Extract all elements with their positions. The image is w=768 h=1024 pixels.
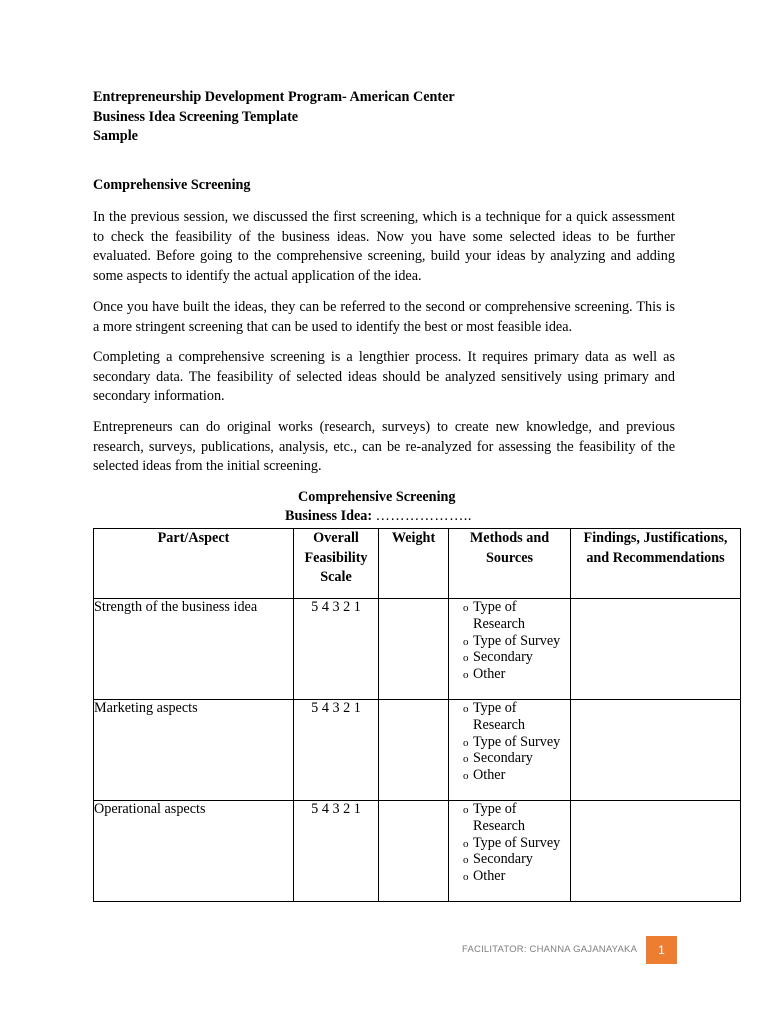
business-idea-blank: ……………….. xyxy=(375,508,472,524)
scale-cell: 5 4 3 2 1 xyxy=(294,599,379,700)
methods-cell xyxy=(449,599,571,700)
method-item: o Type of Research xyxy=(463,599,570,633)
method-item: o Secondary xyxy=(463,750,570,767)
document-header xyxy=(93,88,675,147)
method-item: o Other xyxy=(463,666,570,683)
method-item: o Type of Research xyxy=(463,801,570,835)
method-item: o Secondary xyxy=(463,851,570,868)
weight-cell xyxy=(379,599,449,700)
page-number-badge: 1 xyxy=(646,936,677,964)
method-item: o Type of Survey xyxy=(463,835,570,852)
header-methods: Methods and Sources xyxy=(449,529,571,599)
program-title: Entrepreneurship Development Program- American Center xyxy=(93,89,455,105)
methods-list xyxy=(449,599,570,683)
scale-cell: 5 4 3 2 1 xyxy=(294,801,379,902)
paragraph-3: Completing a comprehensive screening is a lengthier process. It requires primary data as well as secondary data. The feasibility of selected ideas should be analyzed sensitively using primary and secondary information. xyxy=(93,349,675,404)
page-footer xyxy=(462,936,676,964)
methods-list xyxy=(449,700,570,784)
section-title: Comprehensive Screening xyxy=(93,177,251,193)
aspect-cell: Strength of the business idea xyxy=(94,599,294,700)
header-findings: Findings, Justifications, and Recommendations xyxy=(571,529,741,599)
weight-cell xyxy=(379,801,449,902)
table-header-row xyxy=(94,529,741,599)
scale-cell: 5 4 3 2 1 xyxy=(294,700,379,801)
aspect-cell: Marketing aspects xyxy=(94,700,294,801)
findings-cell xyxy=(571,700,741,801)
findings-cell xyxy=(571,599,741,700)
methods-list xyxy=(449,801,570,885)
header-scale: Overall Feasibility Scale xyxy=(294,529,379,599)
table-row xyxy=(94,801,741,902)
table-caption-title: Comprehensive Screening xyxy=(298,489,456,505)
method-item: o Secondary xyxy=(463,649,570,666)
header-weight: Weight xyxy=(379,529,449,599)
methods-cell xyxy=(449,700,571,801)
screening-table xyxy=(93,528,741,902)
paragraph-4: Entrepreneurs can do original works (research, surveys) to create new knowledge, and previous research, surveys, publications, analysis, etc., can be re-analyzed for assessing the feasibility of the selected ideas from the initial screening. xyxy=(93,419,675,474)
method-item: o Type of Survey xyxy=(463,633,570,650)
header-aspect: Part/Aspect xyxy=(94,529,294,599)
method-item: o Type of Research xyxy=(463,700,570,734)
weight-cell xyxy=(379,700,449,801)
paragraph-2: Once you have built the ideas, they can be referred to the second or comprehensive screening. This is a more stringent screening that can be used to identify the best or most feasible idea. xyxy=(93,299,675,335)
table-row xyxy=(94,599,741,700)
sample-label: Sample xyxy=(93,128,138,144)
business-idea-line xyxy=(285,507,472,527)
business-idea-label: Business Idea: xyxy=(285,508,373,524)
paragraph-1: In the previous session, we discussed the first screening, which is a technique for a quick assessment to check the feasibility of the business ideas. Now you have some selected ideas to be further evaluated. Before going to the comprehensive screening, build your ideas by analyzing and adding some aspects to identify the actual application of the idea. xyxy=(93,209,675,284)
methods-cell xyxy=(449,801,571,902)
method-item: o Type of Survey xyxy=(463,734,570,751)
aspect-cell: Operational aspects xyxy=(94,801,294,902)
table-row xyxy=(94,700,741,801)
facilitator-label: FACILITATOR: CHANNA GAJANAYAKA xyxy=(462,944,638,955)
method-item: o Other xyxy=(463,868,570,885)
findings-cell xyxy=(571,801,741,902)
method-item: o Other xyxy=(463,767,570,784)
template-title: Business Idea Screening Template xyxy=(93,108,299,125)
